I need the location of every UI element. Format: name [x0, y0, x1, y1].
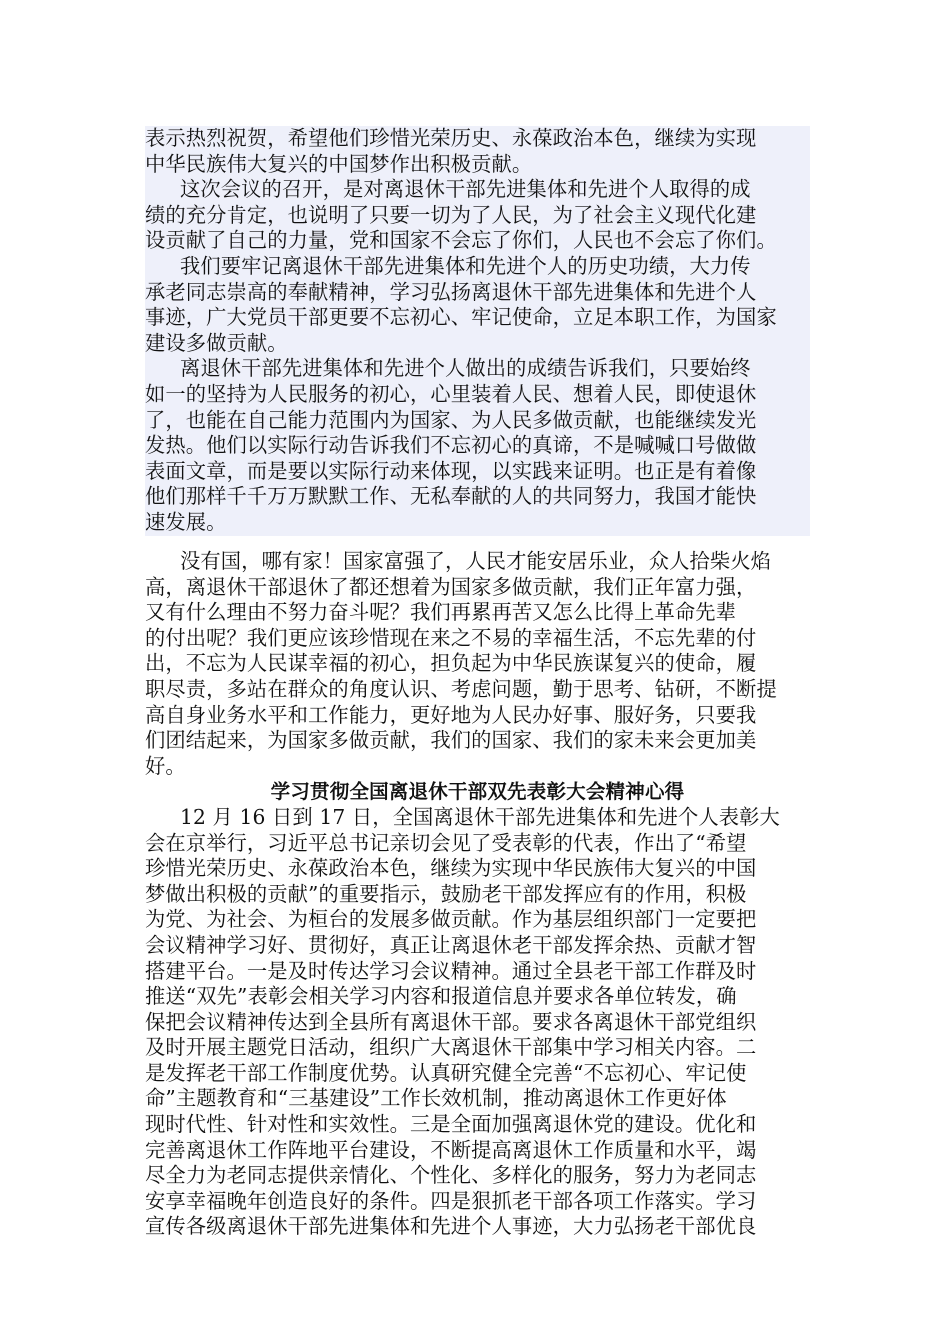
paragraph-4: [145, 356, 810, 535]
text-line: 珍惜光荣历史、永葆政治本色，继续为实现中华民族伟大复兴的中国: [145, 856, 757, 881]
text-line: 中华民族伟大复兴的中国梦作出积极贡献。: [145, 151, 533, 176]
text-line: 们团结起来，为国家多做贡献，我们的国家、我们的家未来会更加美: [145, 728, 757, 753]
text-line: 尽全力为老同志提供亲情化、个性化、多样化的服务，努力为老同志: [145, 1163, 757, 1188]
text-line: 高自身业务水平和工作能力，更好地为人民办好事、服好务，只要我: [145, 702, 757, 727]
text-line: 的付出呢？我们更应该珍惜现在来之不易的幸福生活，不忘先辈的付: [145, 625, 757, 650]
text-line: 搭建平台。一是及时传达学习会议精神。通过全县老干部工作群及时: [145, 958, 757, 983]
text-line: 设贡献了自己的力量，党和国家不会忘了你们，人民也不会忘了你们。: [145, 228, 777, 253]
text-line: 如一的坚持为人民服务的初心，心里装着人民、想着人民，即使退休: [145, 381, 757, 406]
text-line: 发热。他们以实际行动告诉我们不忘初心的真谛，不是喊喊口号做做: [145, 433, 757, 458]
text-line: 推送“双先”表彰会相关学习内容和报道信息并要求各单位转发，确: [145, 984, 737, 1009]
text-line: 及时开展主题党日活动，组织广大离退休干部集中学习相关内容。二: [145, 1035, 757, 1060]
text-line: 梦做出积极的贡献”的重要指示，鼓励老干部发挥应有的作用，积极: [145, 881, 747, 906]
text-line: 事迹，广大党员干部更要不忘初心、牢记使命，立足本职工作，为国家: [145, 305, 777, 330]
text-line: 12 月 16 日到 17 日，全国离退休干部先进集体和先进个人表彰大: [180, 804, 780, 829]
text-line: 他们那样千千万万默默工作、无私奉献的人的共同努力，我国才能快: [145, 484, 757, 509]
paragraph-1: [145, 126, 810, 177]
text-line: 绩的充分肯定，也说明了只要一切为了人民，为了社会主义现代化建: [145, 202, 757, 227]
text-line: 又有什么理由不努力奋斗呢？我们再累再苦又怎么比得上革命先辈: [145, 600, 737, 625]
text-line: 高，离退休干部退休了都还想着为国家多做贡献，我们正年富力强，: [145, 574, 757, 599]
text-line: 是发挥老干部工作制度优势。认真研究健全完善“不忘初心、牢记使: [145, 1060, 747, 1085]
paragraph-2: [145, 177, 810, 254]
text-line: 速发展。: [145, 509, 227, 534]
text-line: 会议精神学习好、贯彻好，真正让离退休老干部发挥余热、贡献才智: [145, 932, 757, 957]
text-line: 建设多做贡献。: [145, 330, 288, 355]
text-line: 表面文章，而是要以实际行动来体现，以实践来证明。也正是有着像: [145, 458, 757, 483]
paragraph-5: [145, 549, 810, 779]
text-line: 保把会议精神传达到全县所有离退休干部。要求各离退休干部党组织: [145, 1009, 757, 1034]
top-section: [145, 126, 810, 536]
text-line: 这次会议的召开，是对离退休干部先进集体和先进个人取得的成: [180, 177, 751, 202]
text-line: 好。: [145, 753, 186, 778]
paragraph-3: [145, 254, 810, 356]
text-line: 命”主题教育和“三基建设”工作长效机制，推动离退休工作更好体: [145, 1086, 727, 1111]
middle-section: [145, 549, 810, 1240]
text-line: 了，也能在自己能力范围内为国家、为人民多做贡献，也能继续发光: [145, 407, 757, 432]
text-line: 承老同志崇高的奉献精神，学习弘扬离退休干部先进集体和先进个人: [145, 279, 757, 304]
paragraph-6: [145, 805, 810, 1240]
text-line: 会在京举行，习近平总书记亲切会见了受表彰的代表，作出了“希望: [145, 830, 747, 855]
text-line: 出，不忘为人民谋幸福的初心，担负起为中华民族谋复兴的使命，履: [145, 651, 757, 676]
text-line: 我们要牢记离退休干部先进集体和先进个人的历史功绩，大力传: [180, 253, 751, 278]
text-line: 完善离退休工作阵地平台建设，不断提高离退休工作质量和水平，竭: [145, 1137, 757, 1162]
text-line: 职尽责，多站在群众的角度认识、考虑问题，勤于思考、钻研，不断提: [145, 676, 777, 701]
text-line: 没有国，哪有家！国家富强了，人民才能安居乐业，众人拾柴火焰: [180, 549, 772, 573]
text-line: 离退休干部先进集体和先进个人做出的成绩告诉我们，只要始终: [180, 356, 751, 381]
text-line: 为党、为社会、为桓台的发展多做贡献。作为基层组织部门一定要把: [145, 907, 757, 932]
section-title: 学习贯彻全国离退休干部双先表彰大会精神心得: [270, 780, 685, 804]
text-line: 表示热烈祝贺，希望他们珍惜光荣历史、永葆政治本色，继续为实现: [145, 126, 757, 150]
text-line: 安享幸福晚年创造良好的条件。四是狠抓老干部各项工作落实。学习: [145, 1188, 757, 1213]
text-line: 宣传各级离退休干部先进集体和先进个人事迹，大力弘扬老干部优良: [145, 1214, 757, 1239]
text-line: 现时代性、针对性和实效性。三是全面加强离退休党的建设。优化和: [145, 1112, 757, 1137]
